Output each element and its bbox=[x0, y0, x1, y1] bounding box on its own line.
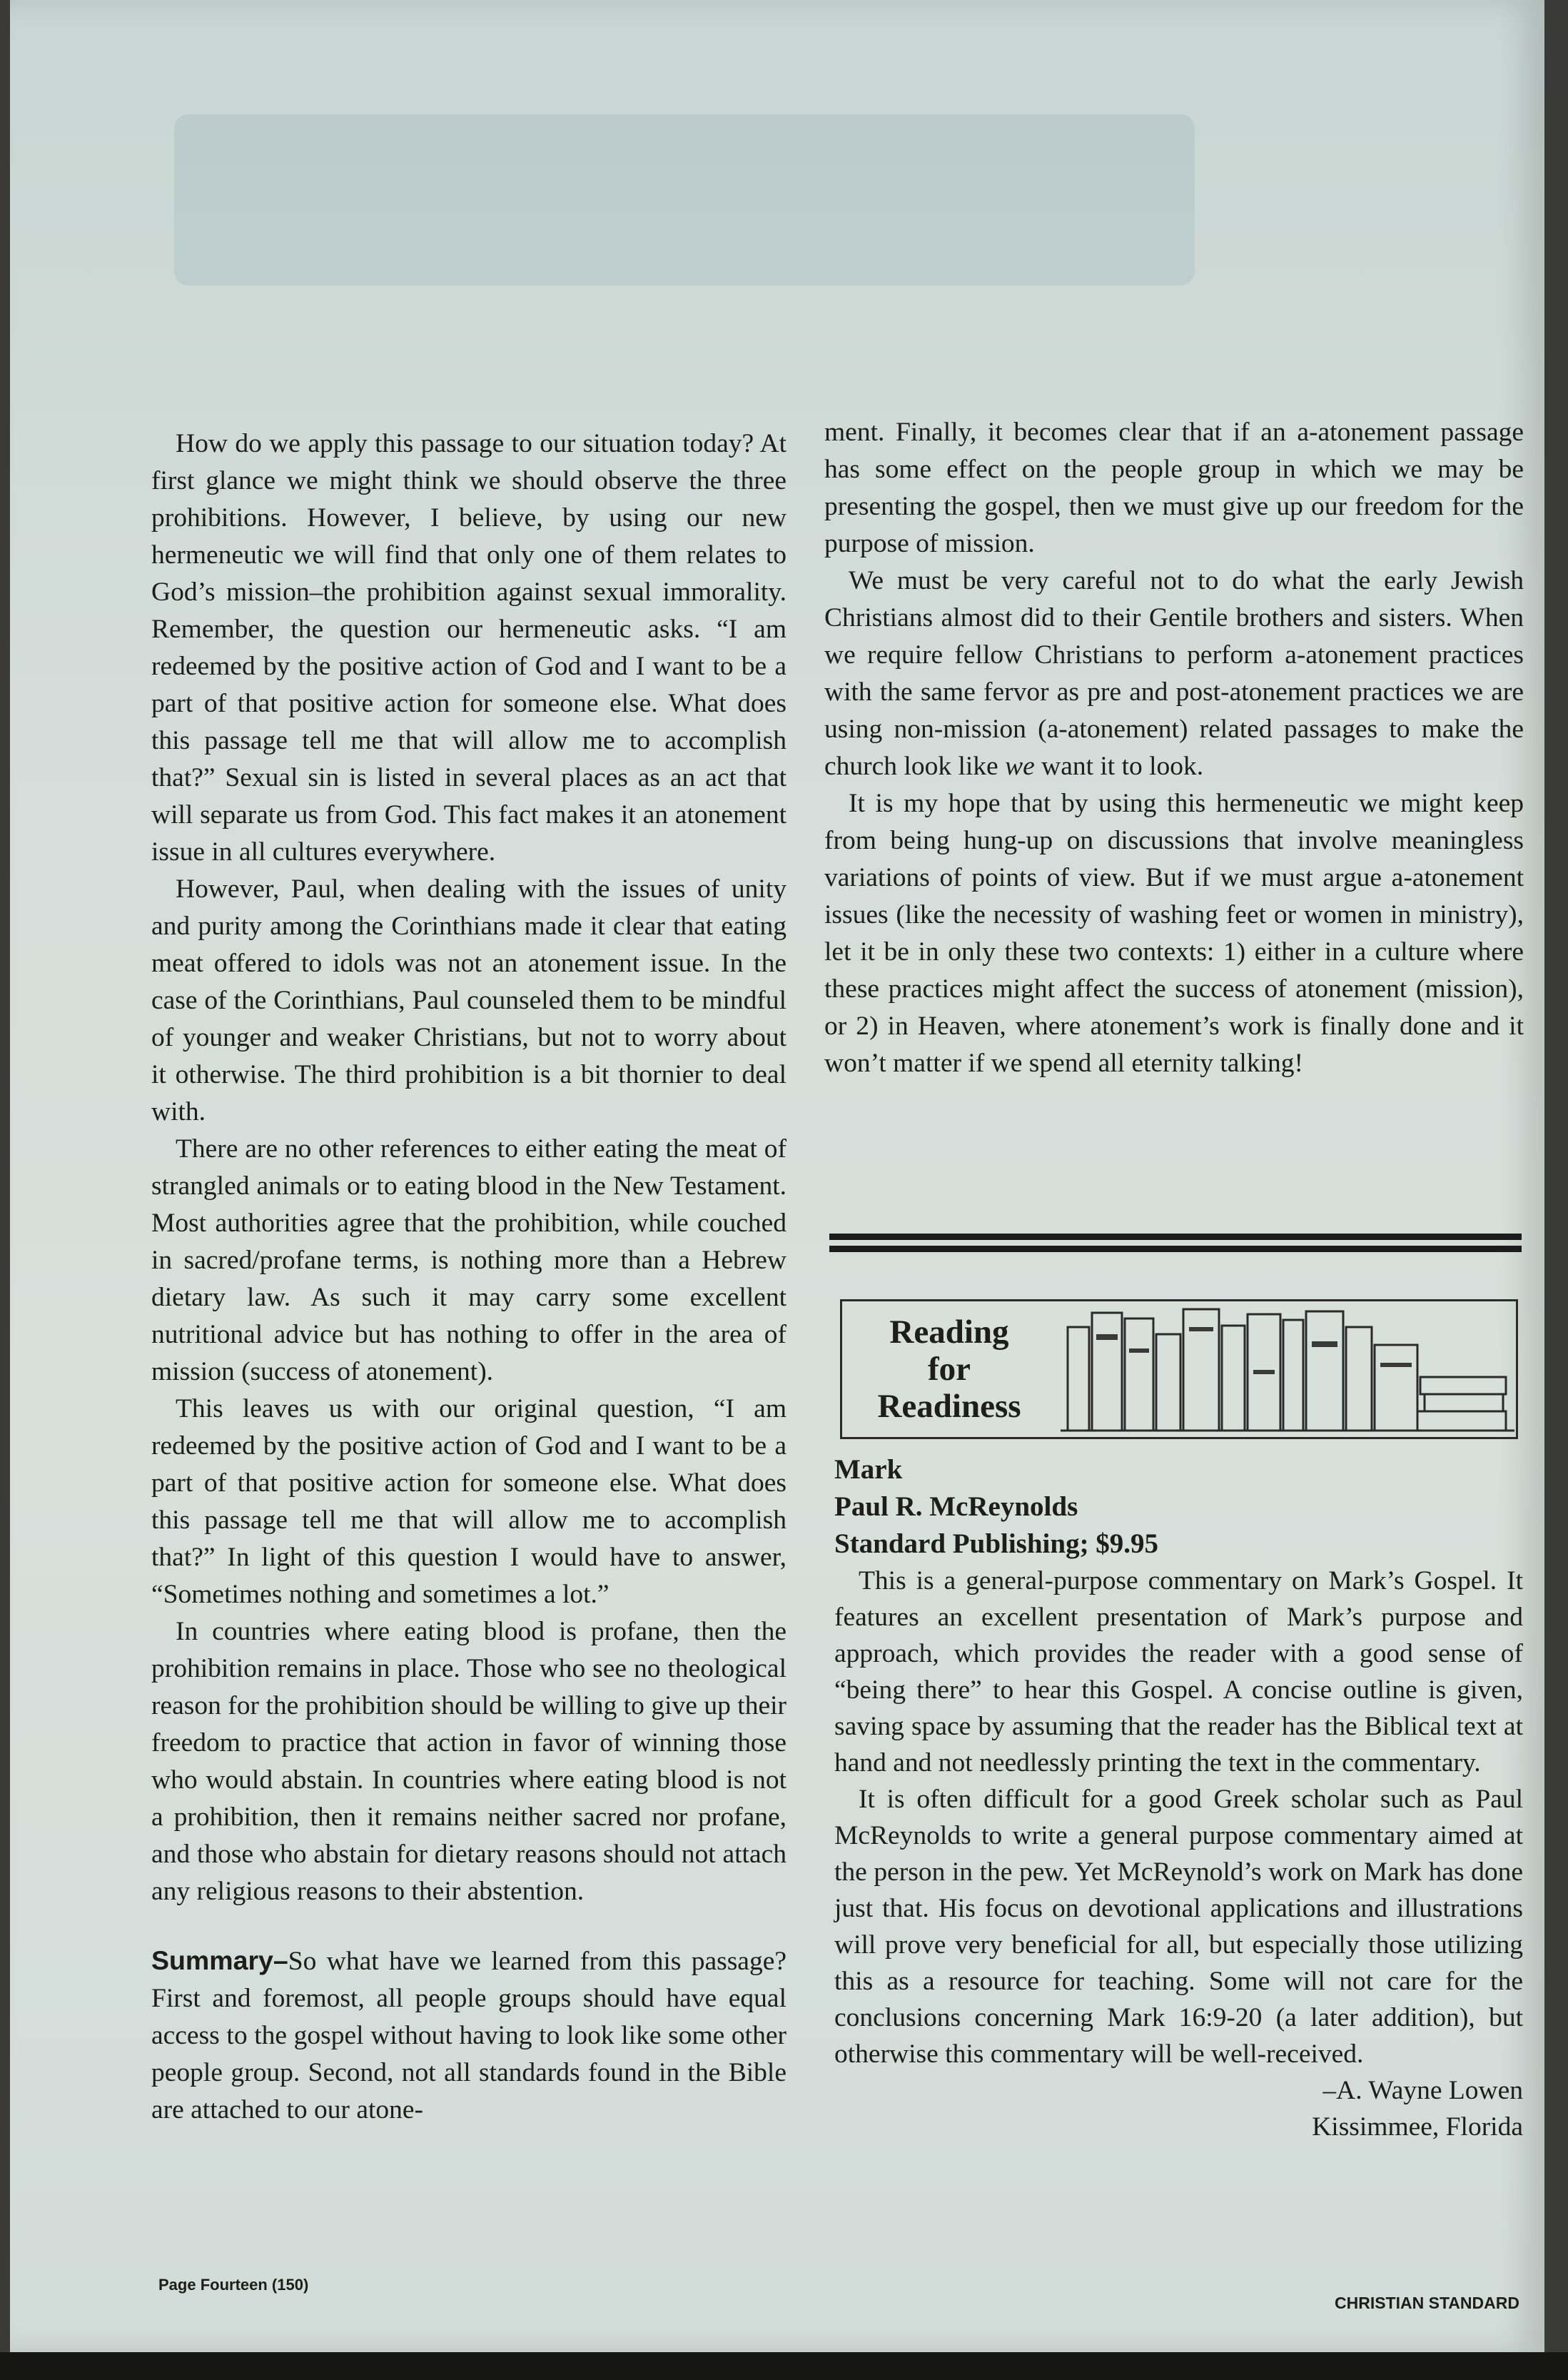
publication-name: CHRISTIAN STANDARD bbox=[1335, 2294, 1519, 2312]
left-column bbox=[151, 425, 786, 2129]
body-text: We must be very careful not to do what the early Jewish Christians almost did to their Gentile brothers and sisters. When we require fellow Christians to perform a-atonement practices with the same fervor as pre and post-atonement practices we are using non-mission (a-atonement) related passages to make the church look like bbox=[824, 566, 1524, 781]
summary-text: So what have we learned from this passage? First and foremost, all people groups should have equal access to the gospel without having to look like some other people group. Second, not all standards found in the Bible are attached to our atone- bbox=[151, 1947, 786, 2124]
review-paragraph: This is a general-purpose commentary on Mark’s Gospel. It features an excellent presentation of Mark’s purpose and approach, which provides the reader with a good sense of “being there” to hear this Gospel. A concise outline is given, saving space by assuming that the reader has the Biblical text at hand and not needlessly printing the text in the commentary. bbox=[834, 1566, 1523, 1778]
body-paragraph: There are no other references to either eating the meat of strangled animals or to eating blood in the New Testament. Most authorities agree that the prohibition, while couched in sacred/profane terms, is nothing more than a Hebrew dietary law. As such it may carry some excellent nutritional advice but has nothing to offer in the area of mission (success of atonement). bbox=[151, 1134, 786, 1386]
body-paragraph: ment. Finally, it becomes clear that if an a-atonement passage has some effect on the people group in which we may be presenting the gospel, then we must give up our freedom for the purpose of mission. bbox=[824, 418, 1524, 558]
body-paragraph: However, Paul, when dealing with the issues of unity and purity among the Corinthians made it clear that eating meat offered to idols was not an atonement issue. In the case of the Corinthians, Paul counseled them to be mindful of younger and weaker Christians, but not to worry about it otherwise. The third prohibition is a bit thornier to deal with. bbox=[151, 874, 786, 1126]
reviewer-name: –A. Wayne Lowen bbox=[1322, 2076, 1523, 2105]
summary-heading: Summary– bbox=[151, 1945, 288, 1975]
book-title: Mark bbox=[834, 1454, 903, 1485]
faded-header-area bbox=[174, 114, 1195, 286]
reading-for-readiness-banner bbox=[840, 1299, 1518, 1439]
bookshelf-illustration-icon bbox=[1061, 1306, 1514, 1434]
body-paragraph: This leaves us with our original question, “I am redeemed by the positive action of God and I want to be a part of that positive action for someone else. What does this passage tell me that will allow me to accomplish that?” In light of this question I would have to answer, “Sometimes nothing and sometimes a lot.” bbox=[151, 1394, 786, 1609]
book-author: Paul R. McReynolds bbox=[834, 1491, 1078, 1522]
book-review bbox=[834, 1451, 1523, 2145]
review-paragraph: It is often difficult for a good Greek scholar such as Paul McReynolds to write a general purpose commentary aimed at the person in the pew. Yet McReynold’s work on Mark has done just that. His focus on devotional applications and illustrations will prove very beneficial for all, but especially those utilizing this as a resource for teaching. Some will not care for the conclusions concerning Mark 16:9-20 (a later addition), but otherwise this commentary will be well-received. bbox=[834, 1785, 1523, 2069]
emphasis-text: we bbox=[1005, 752, 1035, 781]
section-divider bbox=[829, 1234, 1522, 1252]
reviewer-location: Kissimmee, Florida bbox=[1312, 2112, 1523, 2142]
summary-paragraph bbox=[151, 1942, 786, 2129]
magazine-page bbox=[10, 0, 1544, 2352]
right-column bbox=[824, 414, 1524, 1082]
body-paragraph bbox=[824, 563, 1524, 785]
body-text: want it to look. bbox=[1034, 752, 1204, 781]
body-paragraph: In countries where eating blood is profane, then the prohibition remains in place. Those who see no theological reason for the prohibition should be willing to give up their freedom to practice that action in favor of winning those who would abstain. In countries where eating blood is not a prohibition, then it remains neither sacred nor profane, and those who abstain for dietary reasons should not attach any religious reasons to their abstention. bbox=[151, 1617, 786, 1906]
body-paragraph: It is my hope that by using this hermeneutic we might keep from being hung-up on discussions that involve meaningless variations of points of view. But if we must argue a-atonement issues (like the necessity of washing feet or women in ministry), let it be in only these two contexts: 1) either in a culture where these practices might affect the success of atonement (mission), or 2) in Heaven, where atonement’s work is finally done and it won’t matter if we spend all eternity talking! bbox=[824, 789, 1524, 1078]
scan-edge bbox=[0, 2352, 1568, 2380]
banner-title: Reading for Readiness bbox=[877, 1313, 1021, 1425]
body-paragraph: How do we apply this passage to our situation today? At first glance we might think we should observe the three prohibitions. However, I believe, by using our new hermeneutic we will find that only one of them relates to God’s mission–the prohibition against sexual immorality. Remember, the question our hermeneutic asks. “I am redeemed by the positive action of God and I want to be a part of that positive action for someone else. What does this passage tell me that will allow me to accomplish that?” Sexual sin is listed in several places as an act that will separate us from God. This fact makes it an atonement issue in all cultures everywhere. bbox=[151, 429, 786, 867]
publisher-price: Standard Publishing; $9.95 bbox=[834, 1528, 1159, 1559]
page-number: Page Fourteen (150) bbox=[158, 2276, 309, 2294]
